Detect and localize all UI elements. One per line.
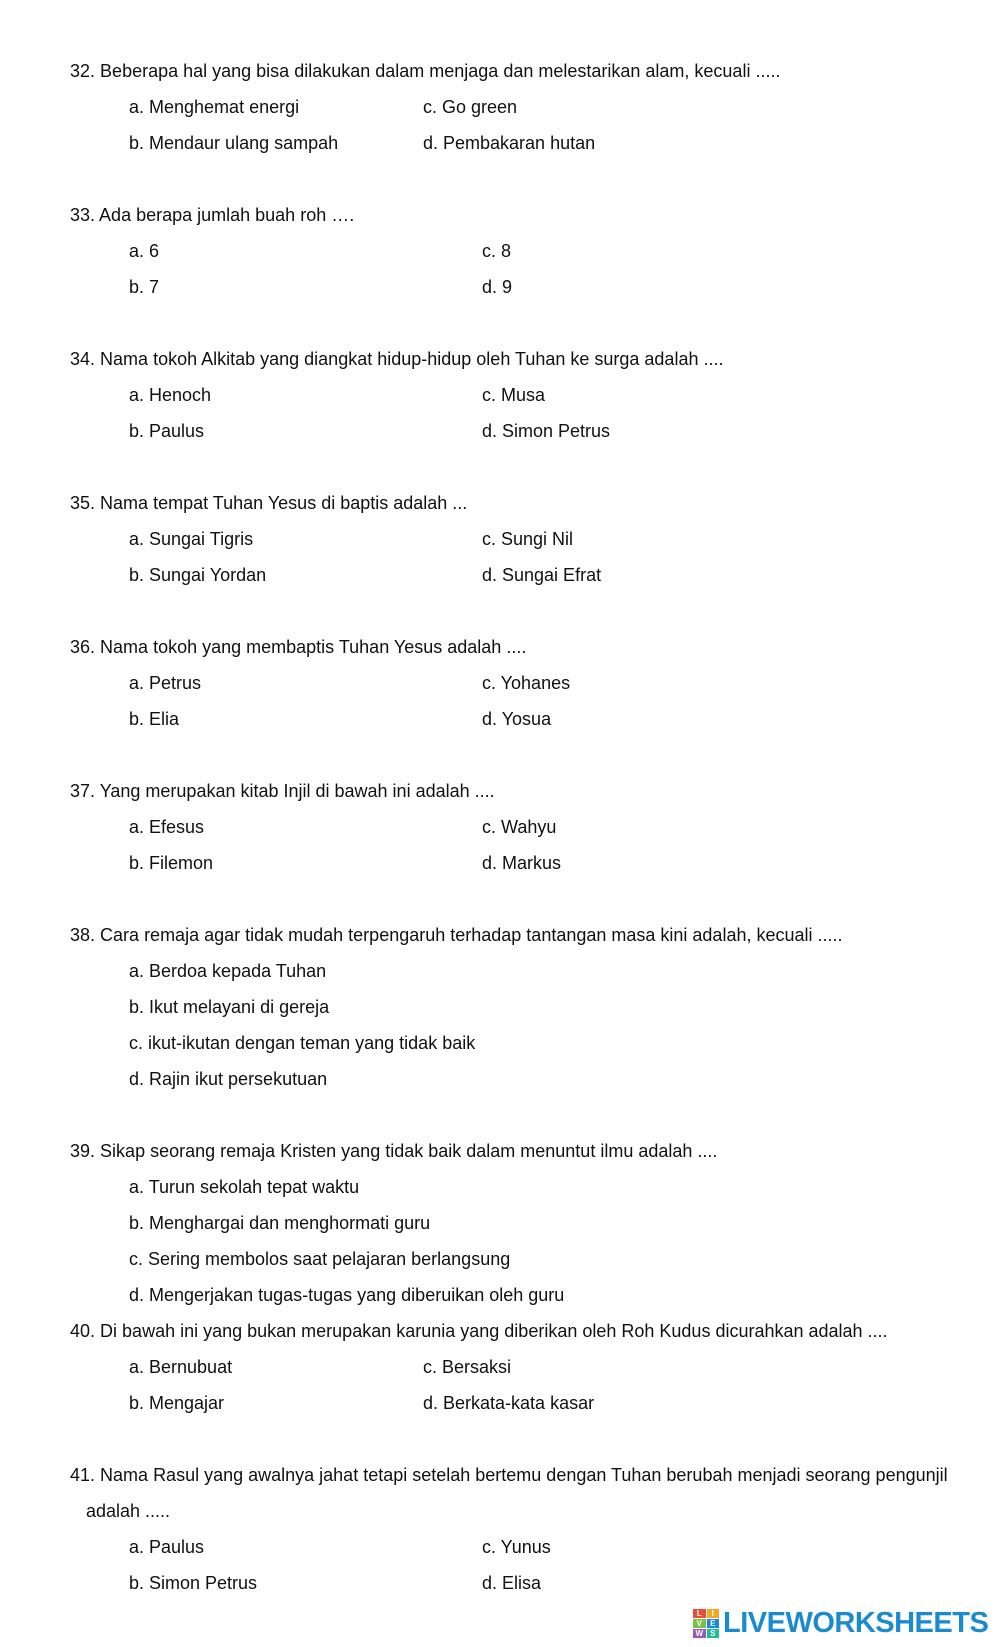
option-c[interactable]: c. Yunus bbox=[482, 1537, 551, 1557]
option-a[interactable]: a. 6 bbox=[129, 241, 160, 261]
question-text: Sikap seorang remaja Kristen yang tidak baik dalam menuntut ilmu adalah .... bbox=[100, 1141, 718, 1161]
liveworksheets-icon: L I V E W S bbox=[693, 1609, 719, 1637]
option-d[interactable]: d. Simon Petrus bbox=[482, 421, 611, 441]
question-35 bbox=[70, 492, 467, 514]
question-36 bbox=[70, 636, 526, 658]
option-b[interactable]: b. Ikut melayani di gereja bbox=[129, 997, 330, 1017]
question-37 bbox=[70, 780, 495, 802]
question-32 bbox=[70, 60, 780, 82]
option-a[interactable]: a. Petrus bbox=[129, 673, 202, 693]
question-number: 36. bbox=[70, 637, 96, 657]
option-b[interactable]: b. Elia bbox=[129, 709, 180, 729]
question-text: Nama tokoh yang membaptis Tuhan Yesus adalah .... bbox=[100, 637, 527, 657]
option-d[interactable]: d. Pembakaran hutan bbox=[423, 133, 596, 153]
option-d[interactable]: d. 9 bbox=[482, 277, 513, 297]
option-c[interactable]: c. Bersaksi bbox=[423, 1357, 512, 1377]
question-number: 40. bbox=[70, 1321, 96, 1341]
option-a[interactable]: a. Henoch bbox=[129, 385, 212, 405]
option-d[interactable]: d. Rajin ikut persekutuan bbox=[129, 1069, 328, 1089]
option-a[interactable]: a. Berdoa kepada Tuhan bbox=[129, 961, 327, 981]
question-number: 32. bbox=[70, 61, 96, 81]
option-c[interactable]: c. Sungi Nil bbox=[482, 529, 574, 549]
option-d[interactable]: d. Mengerjakan tugas-tugas yang diberuikan oleh guru bbox=[129, 1285, 565, 1305]
option-d[interactable]: d. Berkata-kata kasar bbox=[423, 1393, 595, 1413]
option-a[interactable]: a. Efesus bbox=[129, 817, 205, 837]
option-b[interactable]: b. Sungai Yordan bbox=[129, 565, 267, 585]
option-d[interactable]: d. Elisa bbox=[482, 1573, 542, 1593]
liveworksheets-logo-text: LIVEWORKSHEETS bbox=[723, 1606, 989, 1639]
question-text: Nama tempat Tuhan Yesus di baptis adalah ... bbox=[100, 493, 468, 513]
question-text: Yang merupakan kitab Injil di bawah ini adalah .... bbox=[99, 781, 495, 801]
option-a[interactable]: a. Turun sekolah tepat waktu bbox=[129, 1177, 360, 1197]
option-b[interactable]: b. Mendaur ulang sampah bbox=[129, 133, 339, 153]
question-number: 37. bbox=[70, 781, 96, 801]
question-33 bbox=[70, 204, 354, 226]
option-c[interactable]: c. Musa bbox=[482, 385, 546, 405]
option-a[interactable]: a. Menghemat energi bbox=[129, 97, 300, 117]
option-b[interactable]: b. Menghargai dan menghormati guru bbox=[129, 1213, 431, 1233]
question-38 bbox=[70, 924, 843, 946]
question-number: 33. bbox=[70, 205, 96, 225]
option-c[interactable]: c. Wahyu bbox=[482, 817, 557, 837]
liveworksheets-logo bbox=[693, 1608, 988, 1638]
option-b[interactable]: b. Filemon bbox=[129, 853, 214, 873]
question-text: Di bawah ini yang bukan merupakan karunia yang diberikan oleh Roh Kudus dicurahkan adalah .... bbox=[100, 1321, 888, 1341]
option-a[interactable]: a. Bernubuat bbox=[129, 1357, 233, 1377]
option-b[interactable]: b. Mengajar bbox=[129, 1393, 225, 1413]
option-a[interactable]: a. Sungai Tigris bbox=[129, 529, 254, 549]
option-c[interactable]: c. Go green bbox=[423, 97, 518, 117]
question-text: Nama tokoh Alkitab yang diangkat hidup-hidup oleh Tuhan ke surga adalah .... bbox=[100, 349, 724, 369]
option-b[interactable]: b. 7 bbox=[129, 277, 160, 297]
option-b[interactable]: b. Simon Petrus bbox=[129, 1573, 258, 1593]
option-d[interactable]: d. Markus bbox=[482, 853, 562, 873]
option-b[interactable]: b. Paulus bbox=[129, 421, 205, 441]
question-number: 41. bbox=[70, 1465, 96, 1485]
question-34 bbox=[70, 348, 723, 370]
question-41 bbox=[70, 1464, 948, 1486]
question-text: Ada berapa jumlah buah roh …. bbox=[99, 205, 355, 225]
option-c[interactable]: c. 8 bbox=[482, 241, 512, 261]
question-number: 38. bbox=[70, 925, 96, 945]
question-text: Beberapa hal yang bisa dilakukan dalam menjaga dan melestarikan alam, kecuali ..... bbox=[100, 61, 781, 81]
question-39 bbox=[70, 1140, 717, 1162]
question-number: 35. bbox=[70, 493, 96, 513]
option-c[interactable]: c. ikut-ikutan dengan teman yang tidak baik bbox=[129, 1033, 476, 1053]
question-40 bbox=[70, 1320, 888, 1342]
option-c[interactable]: c. Yohanes bbox=[482, 673, 571, 693]
option-d[interactable]: d. Sungai Efrat bbox=[482, 565, 602, 585]
question-number: 34. bbox=[70, 349, 96, 369]
option-c[interactable]: c. Sering membolos saat pelajaran berlangsung bbox=[129, 1249, 511, 1269]
option-d[interactable]: d. Yosua bbox=[482, 709, 552, 729]
question-text-continued: adalah ..... bbox=[86, 1501, 171, 1521]
question-number: 39. bbox=[70, 1141, 96, 1161]
question-text: Nama Rasul yang awalnya jahat tetapi setelah bertemu dengan Tuhan berubah menjadi seorang pengunjil bbox=[100, 1465, 948, 1485]
option-a[interactable]: a. Paulus bbox=[129, 1537, 205, 1557]
question-text: Cara remaja agar tidak mudah terpengaruh terhadap tantangan masa kini adalah, kecuali ..... bbox=[100, 925, 843, 945]
